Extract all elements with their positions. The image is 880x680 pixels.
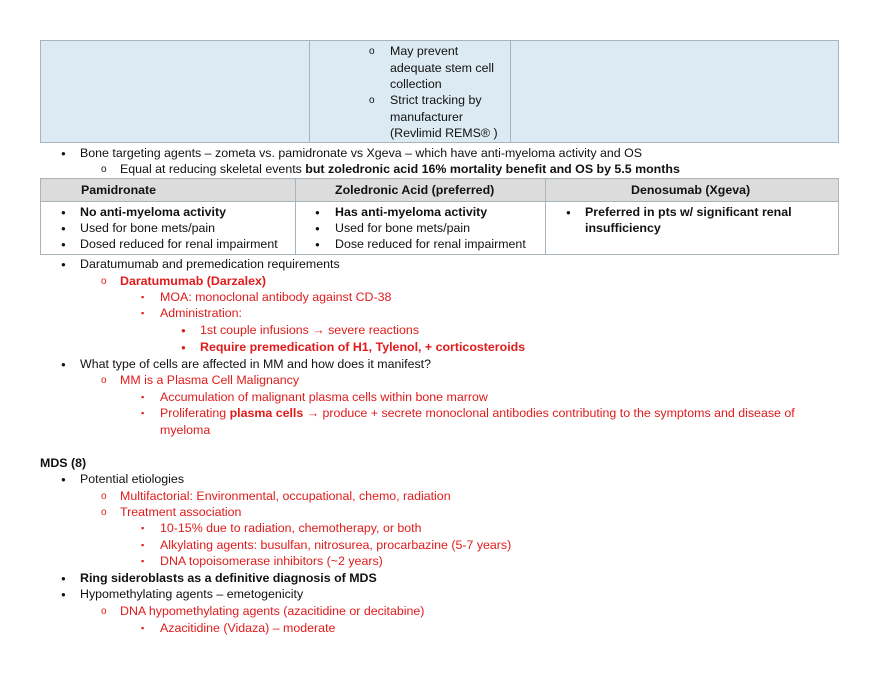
dara-admin: Administration: [160,306,242,320]
disc-bullet: ● [61,475,66,484]
bone-sub-plain: Equal at reducing skeletal events [120,162,306,176]
mds-ring-sideroblasts: Ring sideroblasts as a definitive diagnosis of MDS [80,571,377,585]
disc-bullet: ● [61,574,66,583]
mm-accum: Accumulation of malignant plasma cells within bone marrow [160,390,488,404]
mds-treatment-2: Alkylating agents: busulfan, nitrosurea, procarbazine (5-7 years) [160,538,512,552]
mm-prolif-b: plasma cells [229,406,304,420]
dara-infusion: 1st couple infusions → severe reactions [200,323,420,337]
header-pamidronate: Pamidronate [81,183,157,197]
bone-sub-bold: but zoledronic acid 16% mortality benefit and OS by 5.5 months [305,162,680,176]
mm-sub: MM is a Plasma Cell Malignancy [120,373,300,387]
square-bullet: ▪ [141,292,145,302]
square-bullet: ▪ [141,408,145,418]
mds-hypomethylating: Hypomethylating agents – emetogenicity [80,587,304,601]
circle-bullet: o [369,46,375,57]
bone-sub [120,161,680,177]
header-zoledronic: Zoledronic Acid (preferred) [335,183,495,197]
zoledronic-item: Used for bone mets/pain [335,221,470,235]
top-item-2-line-1: Strict tracking by [390,93,482,107]
disc-bullet: ● [181,343,186,352]
disc-bullet: ● [61,590,66,599]
disc-bullet: ● [566,208,571,217]
disc-bullet: ● [315,240,320,249]
circle-bullet: o [101,507,107,518]
top-item-1-line-2: adequate stem cell [390,61,495,75]
dara-premed: Require premedication of H1, Tylenol, + corticosteroids [200,340,526,354]
square-bullet: ▪ [141,392,145,402]
square-bullet: ▪ [141,556,145,566]
zoledronic-item: Has anti-myeloma activity [335,205,488,219]
top-table-cell-right [511,41,838,142]
denosumab-item-line-1: Preferred in pts w/ significant renal [585,205,792,219]
disc-bullet: ● [61,224,66,233]
square-bullet: ▪ [141,308,145,318]
disc-bullet: ● [61,240,66,249]
mm-prolif-cont: myeloma [160,423,211,437]
column-divider [545,179,546,254]
circle-bullet: o [101,375,107,386]
mm-bullet: What type of cells are affected in MM and how does it manifest? [80,357,432,371]
pamidronate-item: No anti-myeloma activity [80,205,226,219]
pamidronate-item: Dosed reduced for renal impairment [80,237,278,251]
top-item-2-line-2: manufacturer [390,110,464,124]
square-bullet: ▪ [141,523,145,533]
disc-bullet: ● [61,360,66,369]
bone-bullet: Bone targeting agents – zometa vs. pamidronate vs Xgeva – which have anti-myeloma activity and OS [80,146,643,160]
disc-bullet: ● [315,208,320,217]
circle-bullet: o [101,491,107,502]
circle-bullet: o [101,276,107,287]
top-table-cell-left [41,41,310,142]
square-bullet: ▪ [141,540,145,550]
top-item-1-line-1: May prevent [390,44,459,58]
dara-moa: MOA: monoclonal antibody against CD-38 [160,290,392,304]
disc-bullet: ● [315,224,320,233]
mds-treatment-3: DNA topoisomerase inhibitors (~2 years) [160,554,383,568]
mds-etiologies: Potential etiologies [80,472,185,486]
circle-bullet: o [101,164,107,175]
dara-sub: Daratumumab (Darzalex) [120,274,266,288]
pamidronate-item: Used for bone mets/pain [80,221,215,235]
mds-treatment-1: 10-15% due to radiation, chemotherapy, or both [160,521,422,535]
mds-dna-agents: DNA hypomethylating agents (azacitidine or decitabine) [120,604,425,618]
dara-bullet: Daratumumab and premedication requirements [80,257,340,271]
mm-prolif [160,405,795,421]
zoledronic-item: Dose reduced for renal impairment [335,237,526,251]
mm-prolif-c: → produce + secrete monoclonal antibodies contributing to the symptoms and disease of [303,406,795,420]
mds-treatment: Treatment association [120,505,242,519]
circle-bullet: o [369,95,375,106]
header-denosumab: Denosumab (Xgeva) [631,183,751,197]
square-bullet: ▪ [141,623,145,633]
column-divider [295,179,296,254]
disc-bullet: ● [181,326,186,335]
top-item-1-line-3: collection [390,77,442,91]
disc-bullet: ● [61,208,66,217]
mm-prolif-a: Proliferating [160,406,230,420]
mds-multifactorial: Multifactorial: Environmental, occupational, chemo, radiation [120,489,451,503]
top-item-2-line-3: (Revlimid REMS® ) [390,126,498,140]
mds-azacitidine: Azacitidine (Vidaza) – moderate [160,621,336,635]
denosumab-item-line-2: insufficiency [585,221,661,235]
mds-heading: MDS (8) [40,456,87,470]
disc-bullet: ● [61,260,66,269]
disc-bullet: ● [61,149,66,158]
circle-bullet: o [101,606,107,617]
